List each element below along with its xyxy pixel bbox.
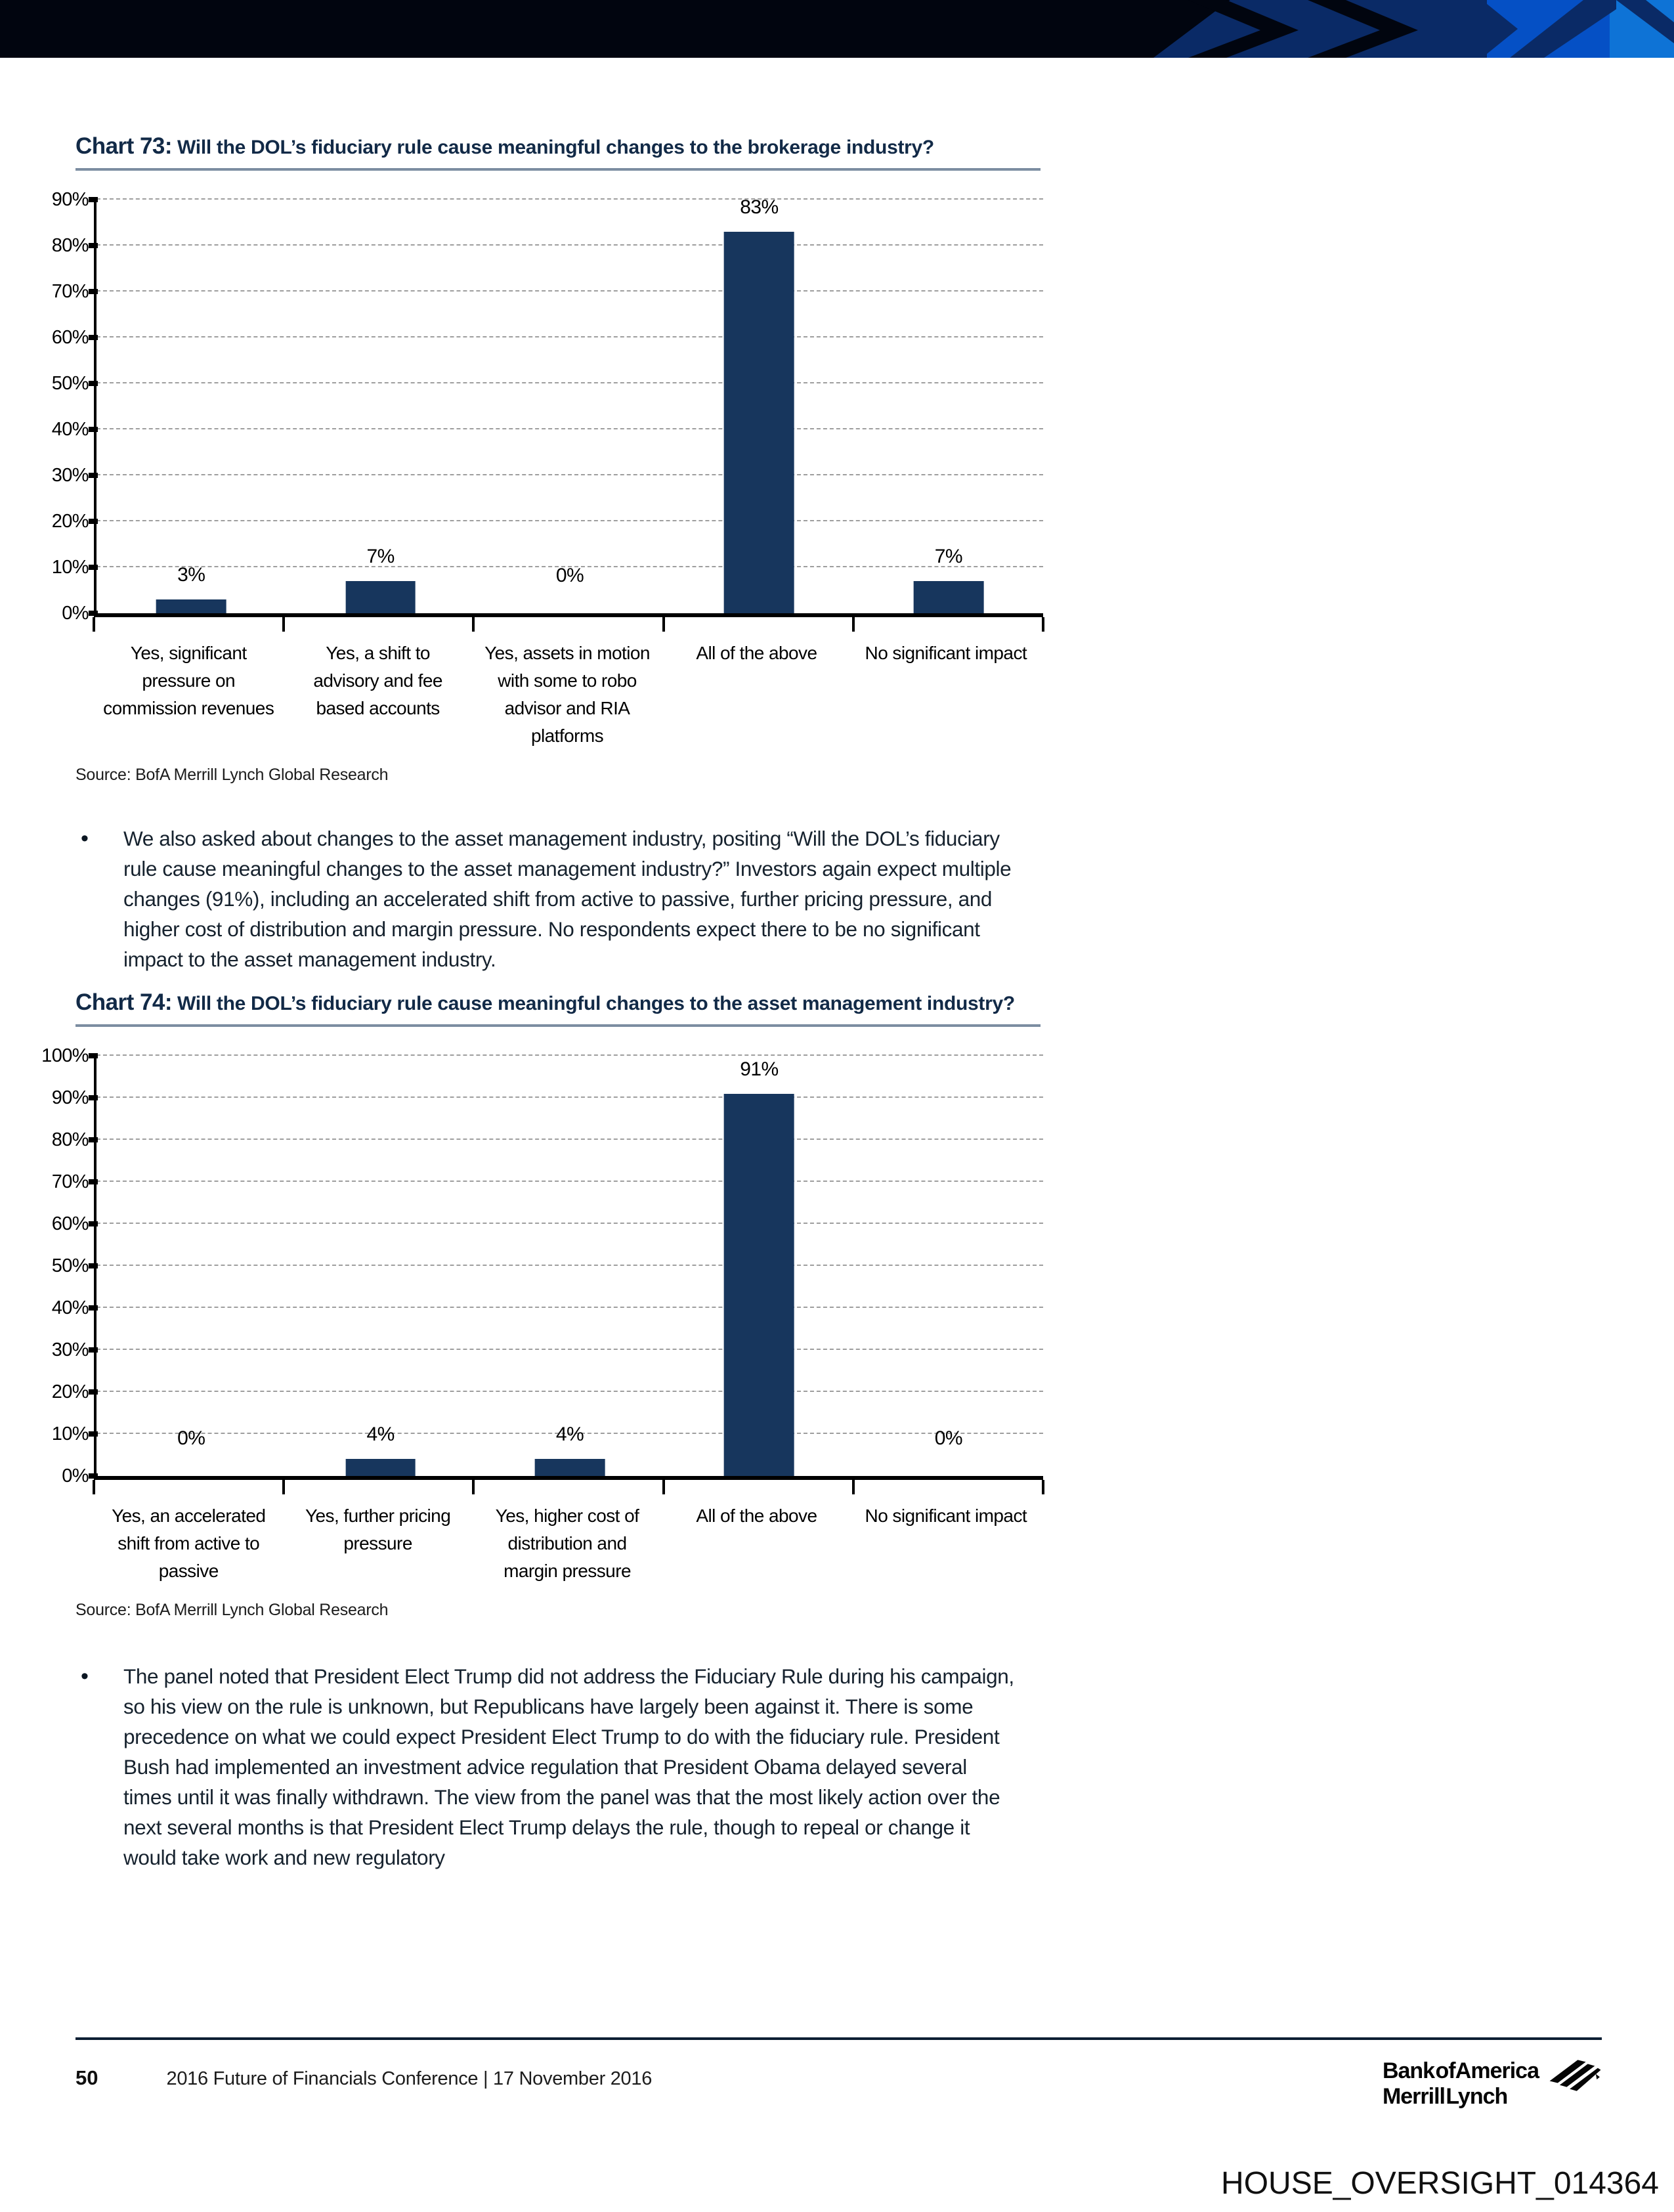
main-column (41, 58, 1041, 1873)
bar-value-label: 7% (934, 546, 962, 567)
category-label: Yes, an accelerated shift from active to passive (112, 1506, 266, 1581)
x-axis-tick-mark (1042, 617, 1044, 632)
y-axis-tick-label: 90% (51, 1087, 89, 1108)
y-axis-tick-label: 0% (62, 1465, 89, 1486)
bar (535, 1459, 605, 1476)
y-axis-tick-label: 50% (51, 373, 89, 394)
bar-slot (286, 1056, 475, 1476)
logo-text (1383, 2058, 1539, 2110)
bates-number-watermark: HOUSE_OVERSIGHT_014364 (1221, 2166, 1659, 2201)
bar (156, 599, 226, 613)
bar-slot (97, 200, 286, 613)
chart-74-section (41, 989, 1041, 1620)
y-axis-tick-label: 70% (51, 1171, 89, 1192)
category-label: No significant impact (865, 643, 1027, 663)
y-axis-tick-label: 40% (51, 1297, 89, 1318)
x-axis-tick-mark (852, 617, 855, 632)
y-axis-tick-label: 10% (51, 557, 89, 578)
bar (724, 232, 794, 613)
chart-73-section (51, 133, 1041, 785)
chart-73-plot-area (51, 189, 1043, 624)
bar-slot (286, 200, 475, 613)
chart-74-category-labels (94, 1494, 1041, 1585)
x-axis-tick-mark (282, 1480, 285, 1494)
chart-73-axis-ticks (94, 617, 1043, 632)
bullet-paragraph-1 (75, 823, 1041, 974)
bar-slot (97, 1056, 286, 1476)
bullet-marker: • (81, 826, 89, 851)
x-axis-tick-mark (852, 1480, 855, 1494)
chart-73-title (75, 133, 1041, 171)
bar-slot (664, 196, 853, 613)
chart-74-source: Source: BofA Merrill Lynch Global Research (75, 1601, 389, 1619)
page-number: 50 (75, 2066, 98, 2089)
chart-74-plot-area (41, 1045, 1043, 1486)
bullet-paragraph-2 (75, 1661, 1041, 1873)
y-axis-tick-label: 30% (51, 465, 89, 486)
bar-slot (475, 200, 664, 613)
category-label: Yes, significant pressure on commission revenues (103, 643, 274, 718)
bar-slot (664, 1056, 853, 1476)
chart-73-category-labels (94, 632, 1041, 750)
logo-line2: Merrill Lynch (1382, 2084, 1508, 2109)
y-axis-tick-label: 20% (51, 1381, 89, 1402)
x-axis-tick-mark (662, 1480, 665, 1494)
bar-value-label: 91% (740, 1058, 779, 1080)
y-axis-tick-label: 0% (62, 603, 89, 624)
bullet-marker: • (81, 1664, 89, 1689)
page-footer (75, 2037, 1602, 2109)
x-axis-tick-mark (472, 1480, 475, 1494)
bar-value-label: 7% (366, 546, 395, 567)
chart-74-axis-ticks (94, 1480, 1043, 1494)
category-label: Yes, assets in motion with some to robo advisor and RIA platforms (484, 643, 650, 746)
category-label: Yes, higher cost of distribution and margin pressure (495, 1506, 639, 1581)
y-axis-tick-label: 60% (51, 1213, 89, 1234)
category-label: Yes, further pricing pressure (305, 1506, 451, 1553)
bar-slot (854, 200, 1043, 613)
category-label: No significant impact (865, 1506, 1027, 1526)
chart-73-title-text: Will the DOL’s fiduciary rule cause meaningful changes to the brokerage industry? (177, 137, 934, 158)
chart-74-title-prefix: Chart 74: (75, 989, 172, 1015)
category-label: All of the above (696, 643, 817, 663)
y-axis-tick-label: 80% (51, 1129, 89, 1150)
y-axis-tick-label: 20% (51, 511, 89, 532)
footer-conference-text: 2016 Future of Financials Conference | 17 November 2016 (166, 2068, 653, 2089)
bar (345, 1459, 416, 1476)
x-axis-tick-mark (1042, 1480, 1044, 1494)
header-banner-art (0, 0, 1674, 58)
bar-value-label: 0% (934, 1427, 962, 1449)
y-axis-tick-label: 30% (51, 1339, 89, 1360)
y-axis-tick-label: 50% (51, 1255, 89, 1276)
bar-value-label: 4% (555, 1423, 584, 1446)
bar (913, 581, 983, 613)
bofa-merrill-lynch-logo (1383, 2058, 1602, 2110)
bar (345, 581, 416, 613)
bullet-text: We also asked about changes to the asset management industry, positing “Will the DOL’s fiduciary rule cause meaningful changes to the asset management industry?” Investors again expect multiple changes (91%), including an accelerated shift from active to passive, further pricing pressure, and higher cost of distribution and margin pressure. No respondents expect there to be no significant impact to the asset management industry. (123, 827, 1012, 971)
bar-slot (475, 1056, 664, 1476)
y-axis-tick-label: 80% (51, 235, 89, 256)
y-axis-tick-label: 100% (41, 1045, 89, 1066)
logo-line1: Bank of America (1382, 2058, 1539, 2083)
bar-value-label: 83% (740, 196, 779, 218)
category-label: Yes, a shift to advisory and fee based accounts (313, 643, 442, 718)
bar-slot (854, 1056, 1043, 1476)
x-axis-tick-mark (472, 617, 475, 632)
x-axis-tick-mark (282, 617, 285, 632)
footer-line (75, 2066, 1602, 2090)
x-axis-tick-mark (93, 617, 95, 632)
bar-value-label: 4% (366, 1423, 395, 1446)
chart-73-title-prefix: Chart 73: (75, 133, 172, 159)
y-axis-tick-label: 60% (51, 327, 89, 348)
bar-value-label: 0% (555, 565, 584, 586)
bar-row (97, 196, 1043, 613)
y-axis-tick-label: 40% (51, 419, 89, 440)
category-label: All of the above (696, 1506, 817, 1526)
x-axis-tick-mark (662, 617, 665, 632)
bar (724, 1094, 794, 1476)
y-axis-tick-label: 70% (51, 281, 89, 302)
bofa-flag-icon (1547, 2054, 1602, 2093)
bar-row (97, 1056, 1043, 1476)
y-axis-tick-label: 10% (51, 1423, 89, 1444)
x-axis-tick-mark (93, 1480, 95, 1494)
bar-value-label: 3% (177, 564, 205, 586)
y-axis-tick-label: 90% (51, 189, 89, 210)
chart-74-title-text: Will the DOL’s fiduciary rule cause meaningful changes to the asset management industry? (177, 993, 1015, 1014)
bullet-text: The panel noted that President Elect Trump did not address the Fiduciary Rule during his campaign, so his view on the rule is unknown, but Republicans have largely been against it. There is some precedence on what we could expect President Elect Trump to do with the fiduciary rule. President Bush had implemented an investment advice regulation that President Obama delayed several times until it was finally withdrawn. The view from the panel was that the most likely action over the next several months is that President Elect Trump delays the rule, though to repeal or change it would take work and new regulatory (123, 1664, 1014, 1869)
chart-74-title (75, 989, 1041, 1027)
chart-73-source: Source: BofA Merrill Lynch Global Research (75, 766, 389, 784)
bar-value-label: 0% (177, 1427, 205, 1449)
